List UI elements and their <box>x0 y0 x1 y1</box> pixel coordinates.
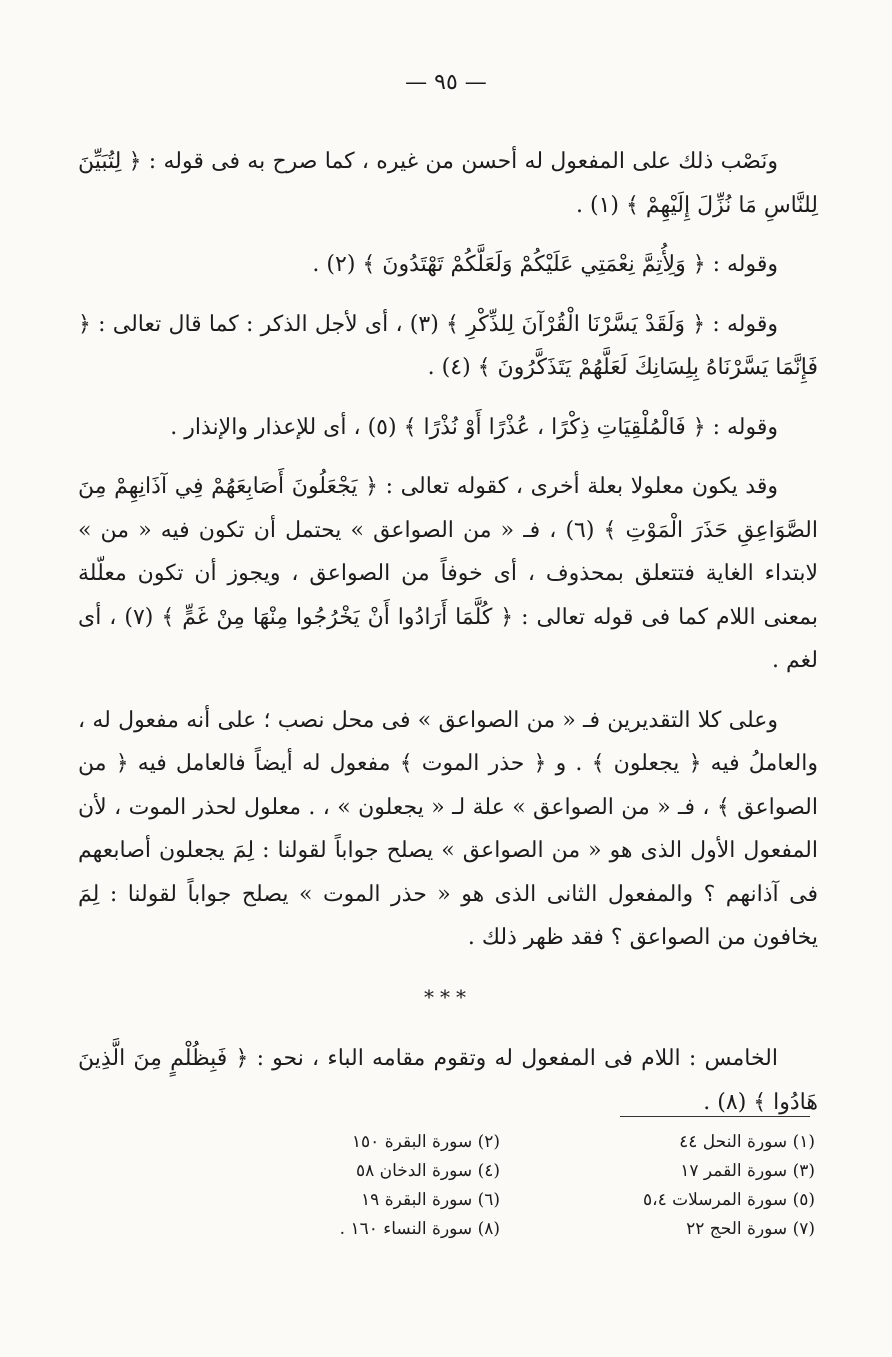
body-text <box>78 140 818 1140</box>
footnote: (٦) سورة البقرة ١٩ <box>361 1190 500 1210</box>
footnote: (٥) سورة المرسلات ٥،٤ <box>642 1190 815 1210</box>
footnote-divider <box>620 1116 810 1117</box>
paragraph: ونَصْب ذلك على المفعول له أحسن من غيره ، كما صرح به فى قوله : ﴿ لِتُبَيِّنَ لِلنَّاسِ مَا نُزِّلَ إِلَيْهِمْ ﴾ (١) . <box>78 149 818 218</box>
paragraph: وقوله : ﴿ وَلِأُتِمَّ نِعْمَتِي عَلَيْكُمْ وَلَعَلَّكُمْ تَهْتَدُونَ ﴾ (٢) . <box>312 252 778 277</box>
paragraph: وعلى كلا التقديرين فـ « من الصواعق » فى محل نصب ؛ على أنه مفعول له ، والعاملُ فيه ﴿ يجعلون ﴾ . و ﴿ حذر الموت ﴾ مفعول له أيضاً فالعامل فيه ﴿ من الصواعق ﴾ ، فـ « من الصواعق » علة لـ « يجعلون » ، . معلول لحذر الموت ، لأن المفعول الأول الذى هو « من الصواعق » يصلح جواباً لقولنا : لِمَ يجعلون أصابعهم فى آذانهم ؟ والمفعول الثانى الذى هو « حذر الموت » يصلح جواباً لقولنا : لِمَ يخافون من الصواعق ؟ فقد ظهر ذلك . <box>78 707 818 950</box>
paragraph: الخامس : اللام فى المفعول له وتقوم مقامه الباء ، نحو : ﴿ فَبِظُلْمٍ مِنَ الَّذِينَ هَادُوا ﴾ (٨) . <box>78 1046 818 1115</box>
paragraph: وقد يكون معلولا بعلة أخرى ، كقوله تعالى : ﴿ يَجْعَلُونَ أَصَابِعَهُمْ فِي آذَانِهِمْ مِنَ الصَّوَاعِقِ حَذَرَ الْمَوْتِ ﴾ (٦) ، فـ « من الصواعق » يحتمل أن تكون فيه « من » لابتداء الغاية فتتعلق بمحذوف ، أى خوفاً من الصواعق ، ويجوز أن تكون معلّلة بمعنى اللام كما فى قوله تعالى : ﴿ كُلَّمَا أَرَادُوا أَنْ يَخْرُجُوا مِنْهَا مِنْ غَمٍّ ﴾ (٧) ، أى لغم . <box>78 474 818 673</box>
footnotes <box>225 1128 815 1244</box>
page-number: — ٩٥ — <box>405 70 487 95</box>
footnote: (٤) سورة الدخان ٥٨ <box>355 1161 500 1181</box>
footnote: (٧) سورة الحج ٢٢ <box>686 1219 815 1239</box>
footnote: (٢) سورة البقرة ١٥٠ <box>351 1132 500 1152</box>
footnote: (٣) سورة القمر ١٧ <box>680 1161 815 1181</box>
section-separator: *** <box>424 984 472 1009</box>
footnote: (٨) سورة النساء ١٦٠ . <box>339 1219 500 1239</box>
paragraph: وقوله : ﴿ فَالْمُلْقِيَاتِ ذِكْرًا ، عُذْرًا أَوْ نُذْرًا ﴾ (٥) ، أى للإعذار والإنذار . <box>170 414 778 440</box>
paragraph: وقوله : ﴿ وَلَقَدْ يَسَّرْنَا الْقُرْآنَ لِلذِّكْرِ ﴾ (٣) ، أى لأجل الذكر : كما قال تعالى : ﴿ فَإِنَّمَا يَسَّرْنَاهُ بِلِسَانِكَ لَعَلَّهُمْ يَتَذَكَّرُونَ ﴾ (٤) . <box>78 311 818 380</box>
footnote: (١) سورة النحل ٤٤ <box>679 1132 815 1152</box>
